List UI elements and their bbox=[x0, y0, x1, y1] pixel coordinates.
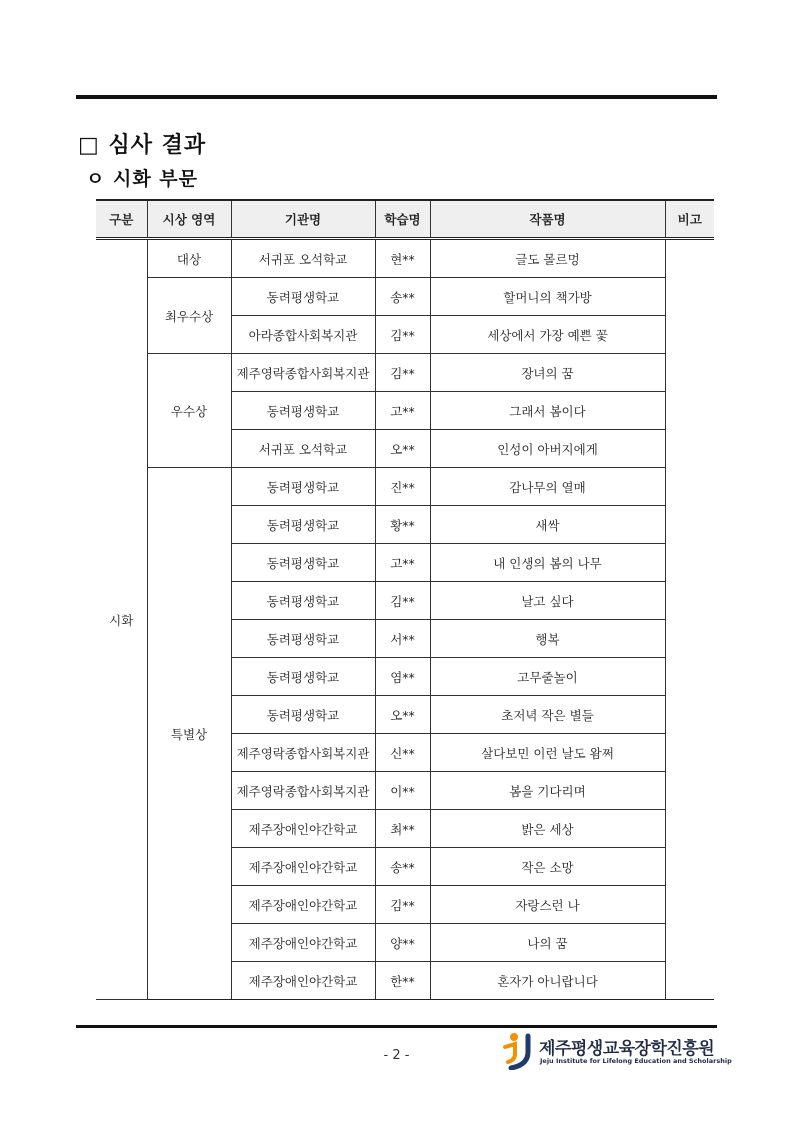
work-cell: 할머니의 책가방 bbox=[430, 278, 665, 316]
award-cell: 특별상 bbox=[147, 468, 231, 1000]
work-cell: 감나무의 열매 bbox=[430, 468, 665, 506]
work-cell: 밝은 세상 bbox=[430, 810, 665, 848]
org-cell: 아라종합사회복지관 bbox=[231, 316, 375, 354]
work-cell: 살다보민 이런 날도 왐쩌 bbox=[430, 734, 665, 772]
header-org: 기관명 bbox=[231, 200, 375, 239]
name-cell: 고** bbox=[375, 392, 430, 430]
table-body bbox=[96, 239, 714, 1000]
name-cell: 김** bbox=[375, 316, 430, 354]
header-note: 비고 bbox=[665, 200, 714, 239]
table-row bbox=[96, 468, 714, 506]
work-cell: 새싹 bbox=[430, 506, 665, 544]
name-cell: 오** bbox=[375, 696, 430, 734]
name-cell: 김** bbox=[375, 354, 430, 392]
org-cell: 동려평생학교 bbox=[231, 582, 375, 620]
work-cell: 고무줄놀이 bbox=[430, 658, 665, 696]
org-cell: 제주장애인야간학교 bbox=[231, 810, 375, 848]
logo-orange-stroke bbox=[505, 1044, 515, 1062]
name-cell: 황** bbox=[375, 506, 430, 544]
org-cell: 서귀포 오석학교 bbox=[231, 239, 375, 278]
name-cell: 고** bbox=[375, 544, 430, 582]
name-cell: 최** bbox=[375, 810, 430, 848]
header-work: 작품명 bbox=[430, 200, 665, 239]
header-award: 시상 영역 bbox=[147, 200, 231, 239]
work-cell: 내 인생의 봄의 나무 bbox=[430, 544, 665, 582]
org-cell: 제주장애인야간학교 bbox=[231, 924, 375, 962]
results-table bbox=[96, 199, 714, 1000]
table-header-row bbox=[96, 200, 714, 239]
header-name: 학습명 bbox=[375, 200, 430, 239]
org-cell: 동려평생학교 bbox=[231, 506, 375, 544]
subsection-title: ㅇ 시화 부문 bbox=[86, 168, 198, 190]
work-cell: 작은 소망 bbox=[430, 848, 665, 886]
logo-orange-dot bbox=[510, 1033, 518, 1041]
org-cell: 동려평생학교 bbox=[231, 468, 375, 506]
org-logo-mark-icon bbox=[503, 1032, 535, 1070]
work-cell: 세상에서 가장 예쁜 꽃 bbox=[430, 316, 665, 354]
org-cell: 동려평생학교 bbox=[231, 392, 375, 430]
org-name-en: Jeju Institute for Lifelong Education and Scholarship bbox=[540, 1057, 732, 1065]
org-logo bbox=[503, 1032, 732, 1070]
header-category: 구분 bbox=[96, 200, 147, 239]
section-title: □ 심사 결과 bbox=[78, 133, 207, 158]
org-cell: 제주영락종합사회복지관 bbox=[231, 734, 375, 772]
name-cell: 양** bbox=[375, 924, 430, 962]
org-cell: 동려평생학교 bbox=[231, 620, 375, 658]
work-cell: 혼자가 아니랍니다 bbox=[430, 962, 665, 1000]
page-number: - 2 - bbox=[383, 1048, 410, 1063]
org-cell: 동려평생학교 bbox=[231, 544, 375, 582]
name-cell: 김** bbox=[375, 886, 430, 924]
award-cell: 최우수상 bbox=[147, 278, 231, 354]
name-cell: 한** bbox=[375, 962, 430, 1000]
org-cell: 동려평생학교 bbox=[231, 658, 375, 696]
work-cell: 글도 몰르멍 bbox=[430, 239, 665, 278]
name-cell: 서** bbox=[375, 620, 430, 658]
name-cell: 오** bbox=[375, 430, 430, 468]
table-row bbox=[96, 239, 714, 278]
org-cell: 제주장애인야간학교 bbox=[231, 848, 375, 886]
name-cell: 송** bbox=[375, 278, 430, 316]
name-cell: 김** bbox=[375, 582, 430, 620]
org-cell: 동려평생학교 bbox=[231, 278, 375, 316]
work-cell: 장녀의 꿈 bbox=[430, 354, 665, 392]
name-cell: 송** bbox=[375, 848, 430, 886]
work-cell: 인성이 아버지에게 bbox=[430, 430, 665, 468]
work-cell: 나의 꿈 bbox=[430, 924, 665, 962]
org-cell: 제주영락종합사회복지관 bbox=[231, 772, 375, 810]
org-cell: 제주영락종합사회복지관 bbox=[231, 354, 375, 392]
name-cell: 이** bbox=[375, 772, 430, 810]
work-cell: 자랑스런 나 bbox=[430, 886, 665, 924]
top-rule bbox=[76, 95, 717, 99]
name-cell: 진** bbox=[375, 468, 430, 506]
bottom-rule bbox=[76, 1025, 717, 1028]
table-row bbox=[96, 354, 714, 392]
org-name: 제주평생교육장학진흥원 bbox=[539, 1039, 715, 1059]
category-cell: 시화 bbox=[96, 239, 147, 1000]
work-cell: 그래서 봄이다 bbox=[430, 392, 665, 430]
org-cell: 제주장애인야간학교 bbox=[231, 886, 375, 924]
work-cell: 봄을 기다리며 bbox=[430, 772, 665, 810]
award-cell: 우수상 bbox=[147, 354, 231, 468]
name-cell: 신** bbox=[375, 734, 430, 772]
org-cell: 동려평생학교 bbox=[231, 696, 375, 734]
table-row bbox=[96, 278, 714, 316]
name-cell: 염** bbox=[375, 658, 430, 696]
org-cell: 서귀포 오석학교 bbox=[231, 430, 375, 468]
note-cell bbox=[665, 239, 714, 1000]
work-cell: 초저녁 작은 별들 bbox=[430, 696, 665, 734]
org-cell: 제주장애인야간학교 bbox=[231, 962, 375, 1000]
award-cell: 대상 bbox=[147, 239, 231, 278]
name-cell: 현** bbox=[375, 239, 430, 278]
work-cell: 날고 싶다 bbox=[430, 582, 665, 620]
work-cell: 행복 bbox=[430, 620, 665, 658]
